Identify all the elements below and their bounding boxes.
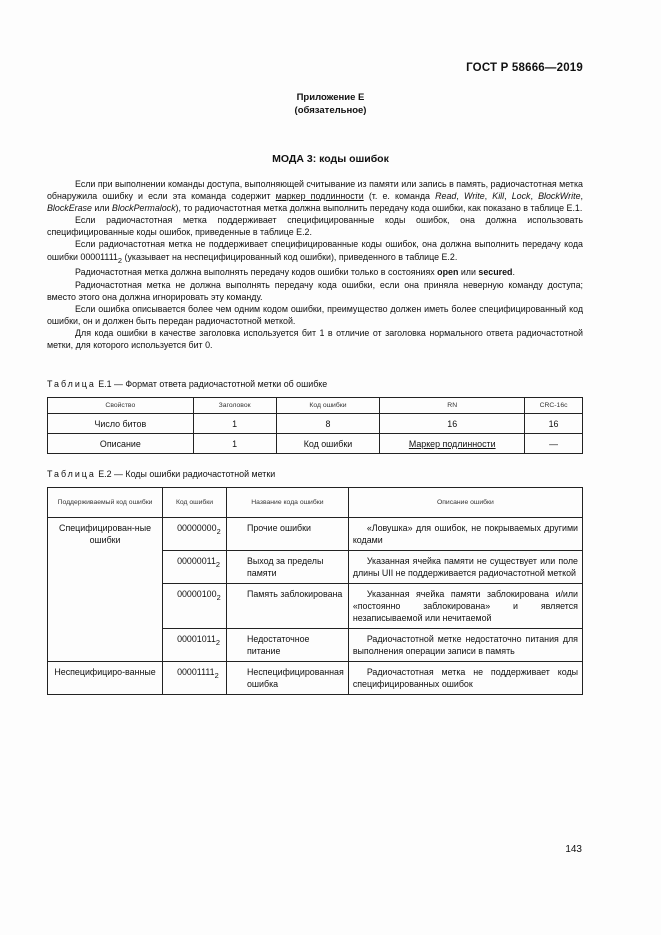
column-header: CRC-16c (525, 398, 583, 414)
standard-number: ГОСТ Р 58666—2019 (466, 62, 583, 74)
section-title: МОДА 3: коды ошибок (272, 153, 389, 165)
annex-heading (0, 92, 661, 117)
page-number: 143 (565, 844, 582, 855)
error-code-cell: $00000000_2$ (163, 518, 227, 551)
category-cell: Специфицирован-ные ошибки (48, 518, 163, 662)
column-header: Код ошибки (163, 488, 227, 518)
category-cell: Неспецифициро-ванные (48, 662, 163, 695)
error-name-cell: Недостаточное питание (226, 629, 348, 662)
annex-title: Приложение E (296, 92, 365, 103)
paragraph-5: Радиочастотная метка не должна выполнять передачу кода ошибки, если она приняла неверную команду доступа; вместо этого она должна игнорировать эту команду. (47, 279, 583, 302)
table2-caption: Таблица E.2 — Коды ошибки радиочастотной метки (47, 469, 276, 479)
table-cell: 16 (380, 414, 525, 434)
body-text (47, 178, 583, 351)
column-header: Название кода ошибки (226, 488, 348, 518)
paragraph-7: Для кода ошибки в качестве заголовка используется бит 1 в отличие от заголовка нормального ответа радиочастотной метки, для которого используется бит 0. (47, 327, 583, 350)
table-cell: 16 (525, 414, 583, 434)
table-cell: Описание (48, 434, 194, 454)
table-e2 (47, 487, 583, 695)
error-code-cell: $00001111_2$ (163, 662, 227, 695)
column-header: Свойство (48, 398, 194, 414)
column-header: Поддерживаемый код ошибки (48, 488, 163, 518)
table-row (48, 662, 583, 695)
table-header-row (48, 398, 583, 414)
column-header: Описание ошибки (348, 488, 582, 518)
error-code-cell: $00000100_2$ (163, 584, 227, 629)
table-cell: Число битов (48, 414, 194, 434)
table-cell: 1 (193, 434, 276, 454)
auth-token-term: маркер подлинности (275, 191, 364, 202)
table-row (48, 434, 583, 454)
annex-status: (обязательное) (294, 104, 367, 116)
error-desc-cell: Указанная ячейка памяти не существует или поле длины UII не поддерживается радиочастотной меткой (348, 551, 582, 584)
paragraph-2: Если радиочастотная метка поддерживает специфицированные коды ошибок, она должна использовать специфицированные коды ошибок, приведенные в таблице E.2. (47, 215, 583, 238)
error-name-cell: Прочие ошибки (226, 518, 348, 551)
column-header: Код ошибки (276, 398, 380, 414)
paragraph-4: Радиочастотная метка должна выполнять передачу кодов ошибки только в состояниях open или secured. (75, 267, 515, 278)
column-header: Заголовок (193, 398, 276, 414)
error-desc-cell: Указанная ячейка памяти заблокирована и/или «постоянно заблокирована» и является незаписываемой или нечитаемой (348, 584, 582, 629)
table-cell: Код ошибки (276, 434, 380, 454)
table-cell: 8 (276, 414, 380, 434)
error-name-cell: Выход за пределы памяти (226, 551, 348, 584)
paragraph-3: Если радиочастотная метка не поддерживает специфицированные коды ошибок, она должна выполнить передачу кода ошибки $00001111_2$ (указывает на неспецифицированный код ошибки), приведенного в таблице E.2. (47, 239, 583, 265)
error-desc-cell: «Ловушка» для ошибок, не покрываемых другими кодами (348, 518, 582, 551)
paragraph-1: Если при выполнении команды доступа, выполняющей считывание из памяти или запись в память, радиочастотная метка обнаружила ошибку и если эта команда содержит маркер подлинности (т. е. команда Read, Write, Kill, Lock, BlockWrite, BlockErase или BlockPermalock), то радиочастотная метка должна выполнить передачу кода ошибки, как показано в таблице E.1. (47, 179, 583, 214)
error-desc-cell: Радиочастотной метке недостаточно питания для выполнения операции записи в память (348, 629, 582, 662)
table-row (48, 414, 583, 434)
table-row (48, 518, 583, 551)
table-header-row (48, 488, 583, 518)
table-cell: Маркер подлинности (380, 434, 525, 454)
paragraph-6: Если ошибка описывается более чем одним кодом ошибки, преимущество должен иметь более специфицированный код ошибки, он и должен быть передан радиочастотной меткой. (47, 303, 583, 326)
error-code-cell: $00000011_2$ (163, 551, 227, 584)
error-name-cell: Неспецифицированная ошибка (226, 662, 348, 695)
error-name-cell: Память заблокирована (226, 584, 348, 629)
table-e1 (47, 397, 583, 454)
column-header: RN (380, 398, 525, 414)
table1-caption: Таблица E.1 — Формат ответа радиочастотной метки об ошибке (47, 379, 328, 389)
error-desc-cell: Радиочастотная метка не поддерживает коды специфицированных ошибок (348, 662, 582, 695)
table-cell: — (525, 434, 583, 454)
error-code-cell: $00001011_2$ (163, 629, 227, 662)
table-cell: 1 (193, 414, 276, 434)
